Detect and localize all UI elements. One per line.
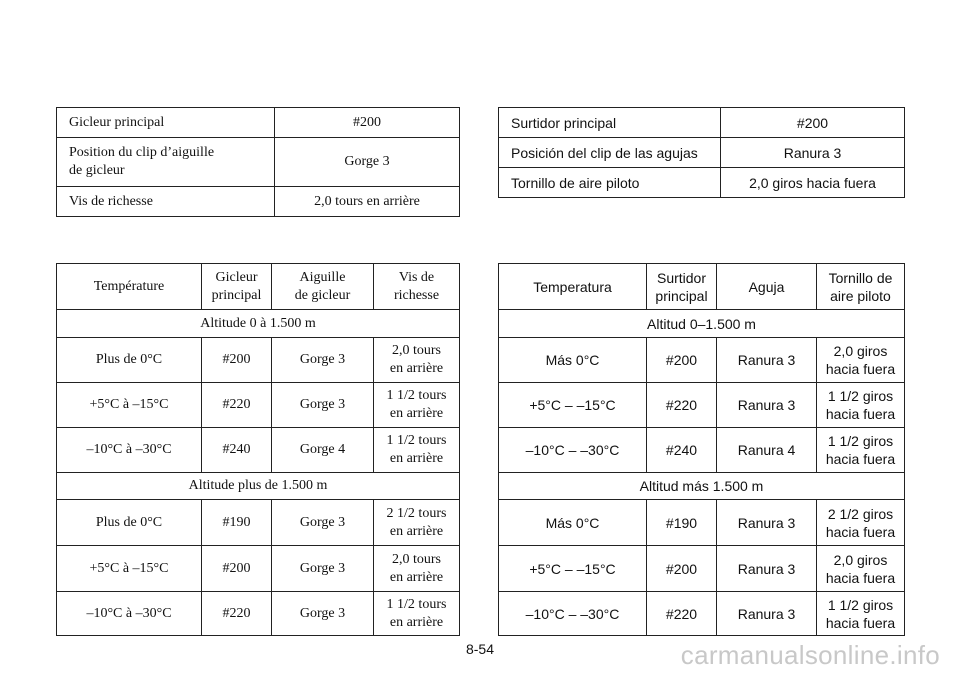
screw-cell: 1 1/2 tours en arrière	[374, 428, 460, 473]
table-header-row	[499, 264, 905, 310]
screw-cell: 2,0 tours en arrière	[374, 546, 460, 592]
table-row	[499, 168, 905, 198]
temperature-cell: +5°C – –15°C	[499, 546, 647, 592]
jet-cell: #190	[647, 500, 717, 546]
column-header: Temperatura	[499, 264, 647, 310]
screw-cell: 2 1/2 giros hacia fuera	[817, 500, 905, 546]
altitude-group-title: Altitud 0–1.500 m	[499, 310, 905, 338]
page-number: 8-54	[465, 641, 495, 657]
table-row	[499, 428, 905, 473]
temperature-cell: Plus de 0°C	[57, 500, 202, 546]
jet-cell: #220	[647, 592, 717, 636]
setting-label: Vis de richesse	[57, 187, 275, 217]
table-row	[499, 138, 905, 168]
jet-cell: #220	[202, 592, 272, 636]
temperature-cell: +5°C à –15°C	[57, 546, 202, 592]
setting-label: Position du clip d’aiguille de gicleur	[57, 138, 275, 187]
fr-altitude-table	[56, 263, 460, 636]
setting-label: Surtidor principal	[499, 108, 721, 138]
jet-cell: #200	[202, 546, 272, 592]
setting-value: Ranura 3	[721, 138, 905, 168]
column-header: Surtidor principal	[647, 264, 717, 310]
table-row	[499, 592, 905, 636]
needle-cell: Ranura 3	[717, 338, 817, 383]
temperature-cell: Plus de 0°C	[57, 338, 202, 383]
jet-cell: #200	[647, 338, 717, 383]
needle-cell: Gorge 3	[272, 383, 374, 428]
table-row	[57, 428, 460, 473]
altitude-group-title: Altitude 0 à 1.500 m	[57, 310, 460, 338]
jet-cell: #190	[202, 500, 272, 546]
temperature-cell: Más 0°C	[499, 338, 647, 383]
screw-cell: 2,0 tours en arrière	[374, 338, 460, 383]
screw-cell: 2 1/2 tours en arrière	[374, 500, 460, 546]
es-settings-table	[498, 107, 905, 198]
column-header: Vis de richesse	[374, 264, 460, 310]
column-header: Température	[57, 264, 202, 310]
fr-settings-table	[56, 107, 460, 217]
group-title-row	[57, 473, 460, 500]
needle-cell: Gorge 3	[272, 338, 374, 383]
table-row	[499, 546, 905, 592]
needle-cell: Ranura 3	[717, 500, 817, 546]
temperature-cell: –10°C – –30°C	[499, 428, 647, 473]
temperature-cell: –10°C à –30°C	[57, 592, 202, 636]
temperature-cell: –10°C à –30°C	[57, 428, 202, 473]
group-title-row	[499, 473, 905, 500]
setting-value: Gorge 3	[275, 138, 460, 187]
group-title-row	[57, 310, 460, 338]
table-row	[57, 546, 460, 592]
jet-cell: #220	[202, 383, 272, 428]
jet-cell: #200	[647, 546, 717, 592]
column-header: Aiguille de gicleur	[272, 264, 374, 310]
needle-cell: Gorge 3	[272, 592, 374, 636]
column-header: Gicleur principal	[202, 264, 272, 310]
table-row	[499, 108, 905, 138]
needle-cell: Ranura 3	[717, 546, 817, 592]
needle-cell: Ranura 3	[717, 383, 817, 428]
needle-cell: Gorge 3	[272, 500, 374, 546]
column-header: Aguja	[717, 264, 817, 310]
temperature-cell: +5°C – –15°C	[499, 383, 647, 428]
needle-cell: Gorge 3	[272, 546, 374, 592]
screw-cell: 1 1/2 giros hacia fuera	[817, 428, 905, 473]
setting-value: #200	[721, 108, 905, 138]
column-header: Tornillo de aire piloto	[817, 264, 905, 310]
setting-value: 2,0 giros hacia fuera	[721, 168, 905, 198]
needle-cell: Gorge 4	[272, 428, 374, 473]
table-row	[57, 338, 460, 383]
setting-value: 2,0 tours en arrière	[275, 187, 460, 217]
table-row	[499, 338, 905, 383]
jet-cell: #200	[202, 338, 272, 383]
temperature-cell: –10°C – –30°C	[499, 592, 647, 636]
jet-cell: #240	[647, 428, 717, 473]
jet-cell: #240	[202, 428, 272, 473]
table-header-row	[57, 264, 460, 310]
temperature-cell: Más 0°C	[499, 500, 647, 546]
table-row	[57, 500, 460, 546]
temperature-cell: +5°C à –15°C	[57, 383, 202, 428]
table-row	[57, 383, 460, 428]
screw-cell: 2,0 giros hacia fuera	[817, 338, 905, 383]
table-row	[57, 187, 460, 217]
screw-cell: 1 1/2 giros hacia fuera	[817, 592, 905, 636]
altitude-group-title: Altitude plus de 1.500 m	[57, 473, 460, 500]
es-altitude-table	[498, 263, 905, 636]
watermark-text: carmanualsonline.info	[680, 640, 940, 670]
setting-value: #200	[275, 108, 460, 138]
table-row	[499, 500, 905, 546]
screw-cell: 1 1/2 tours en arrière	[374, 383, 460, 428]
needle-cell: Ranura 4	[717, 428, 817, 473]
setting-label: Gicleur principal	[57, 108, 275, 138]
needle-cell: Ranura 3	[717, 592, 817, 636]
table-row	[57, 108, 460, 138]
setting-label: Posición del clip de las agujas	[499, 138, 721, 168]
table-row	[57, 138, 460, 187]
table-row	[57, 592, 460, 636]
screw-cell: 2,0 giros hacia fuera	[817, 546, 905, 592]
screw-cell: 1 1/2 tours en arrière	[374, 592, 460, 636]
setting-label: Tornillo de aire piloto	[499, 168, 721, 198]
altitude-group-title: Altitud más 1.500 m	[499, 473, 905, 500]
group-title-row	[499, 310, 905, 338]
jet-cell: #220	[647, 383, 717, 428]
table-row	[499, 383, 905, 428]
screw-cell: 1 1/2 giros hacia fuera	[817, 383, 905, 428]
